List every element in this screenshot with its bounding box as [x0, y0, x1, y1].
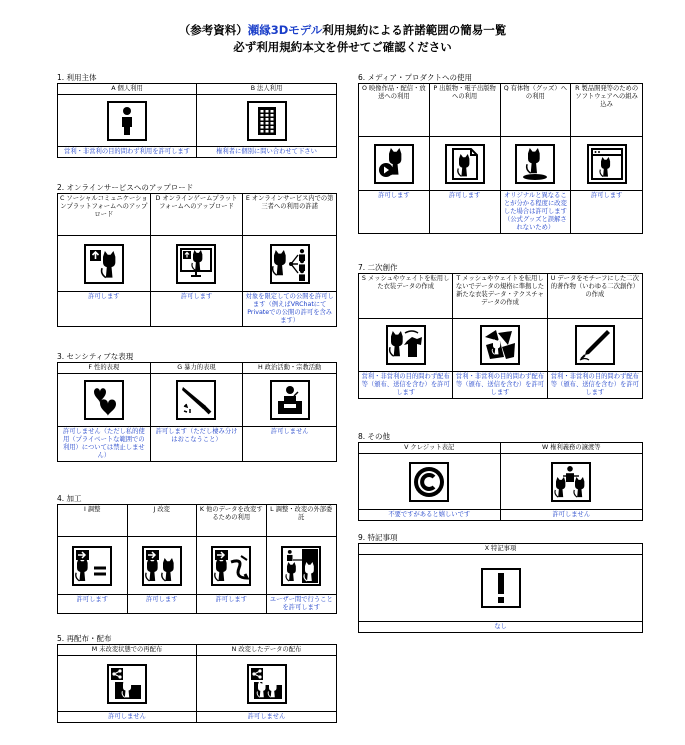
section-s7: [358, 262, 643, 399]
permission-status: 営利・非営利の目的問わず利用を許可します: [64, 148, 190, 155]
permission-item-title: U データをモチーフにした二次的著作物（いわゆる二次創作）の作成: [548, 274, 642, 319]
permission-item-title: C ソーシャルコミュニケーションプラットフォームへのアップロード: [58, 194, 150, 236]
permission-table: [57, 362, 337, 462]
permission-item: [501, 443, 643, 520]
permission-item: [267, 505, 337, 613]
section-s3: [57, 351, 337, 462]
monitor-upload-cat-icon: [176, 244, 216, 284]
bend-cat-icon: [211, 546, 251, 586]
share-folder-cats-icon: [247, 664, 287, 704]
permission-item-title: K 他のデータを改変するための利用: [197, 505, 266, 537]
title-model-name: 瀬縁3Dモデル: [247, 23, 323, 37]
permission-status: 営利・非営利の目的問わず配布等（頒布、送信を含む）を許可します: [550, 373, 639, 396]
window-cat-icon: [587, 144, 627, 184]
permission-table: [358, 543, 643, 633]
permission-item: [243, 363, 336, 461]
section-title: 7. 二次創作: [358, 263, 398, 272]
upload-cat-icon: [84, 244, 124, 284]
video-cat-icon: [374, 144, 414, 184]
permission-status: 対象を限定しての公開を許可します（例えばVRChatにてPrivateでの公開の許可を含みます）: [245, 293, 334, 324]
permission-status: 許可しません: [108, 713, 146, 720]
person-icon: [107, 101, 147, 141]
permission-item-title: O 映像作品・配信・放送への利用: [359, 84, 429, 137]
permission-status: なし: [494, 623, 507, 630]
section-s5: [57, 633, 337, 723]
permission-status: 許可します: [76, 596, 108, 603]
permission-item: [197, 84, 336, 157]
permission-item: [58, 194, 151, 326]
permission-status: 許可します: [146, 596, 178, 603]
section-title: 8. その他: [358, 432, 391, 441]
section-s9: [358, 532, 643, 633]
modify-cats-icon: [142, 546, 182, 586]
permission-item: [359, 274, 453, 398]
permission-item: [359, 84, 430, 233]
permission-item: [197, 505, 267, 613]
permission-item-title: Q 有体物（グッズ）への利用: [501, 84, 571, 137]
adjust-cat-icon: [72, 546, 112, 586]
permission-item: [359, 544, 642, 632]
permission-item-title: V クレジット表記: [359, 443, 500, 454]
permission-item-title: N 改変したデータの配布: [197, 645, 336, 656]
permission-table: [358, 273, 643, 399]
permission-status: オリジナルと異なることが分かる程度に改変した場合は許可します（公式グッズと誤解されないため）: [503, 192, 567, 231]
section-s6: [358, 72, 643, 234]
section-title: 9. 特記事項: [358, 533, 398, 542]
permission-status: 不要ですがあると嬉しいです: [388, 511, 471, 518]
mesh-clothes-icon: [386, 325, 426, 365]
permission-item-title: S メッシュやウェイトを転用した衣装データの作成: [359, 274, 452, 319]
permission-status: 許可します: [378, 192, 410, 199]
permission-status: 許可しません（ただし私的使用（プライベートな範囲での利用）については禁止しません）: [62, 428, 145, 459]
permission-item: [501, 84, 572, 233]
permission-status: 許可します: [180, 293, 213, 300]
permission-item: [430, 84, 501, 233]
permission-status: 権利者に個別に問い合わせて下さい: [216, 148, 317, 155]
permission-item-title: P 出版物・電子出版物への利用: [430, 84, 500, 137]
exclamation-icon: [481, 568, 521, 608]
permission-item: [151, 363, 244, 461]
section-title: 3. センシティブな表現: [57, 352, 134, 361]
document-cat-icon: [445, 144, 485, 184]
hearts-icon: [84, 380, 124, 420]
section-s1: [57, 72, 337, 158]
copyright-icon: [409, 462, 449, 502]
section-s2: [57, 182, 337, 327]
share-folder-cat-icon: [107, 664, 147, 704]
permission-table: [57, 504, 337, 614]
permission-item: [58, 84, 197, 157]
knife-icon: [176, 380, 216, 420]
section-title: 1. 利用主体: [57, 73, 97, 82]
permission-item-title: W 権利義務の譲渡等: [501, 443, 643, 454]
permission-item-title: E オンラインサービス内での第三者への利用の許諾: [243, 194, 336, 236]
building-icon: [247, 101, 287, 141]
permission-item-title: D オンラインゲームプラットフォームへのアップロード: [151, 194, 243, 236]
permission-item-title: M 未改変状態での再配布: [58, 645, 196, 656]
permission-status: 許可します（ただし棲み分けはおこなうこと）: [155, 428, 238, 443]
page-title: [0, 22, 685, 38]
permission-item-title: R 製品開発等のためのソフトウェアへの組み込み: [571, 84, 642, 137]
section-title: 2. オンラインサービスへのアップロード: [57, 183, 194, 192]
permission-item: [243, 194, 336, 326]
permission-status: 営利・非営利の目的問わず配布等（頒布、送信を含む）を許可します: [361, 373, 450, 396]
permission-table: [57, 644, 337, 723]
permission-item: [58, 505, 128, 613]
permission-table: [57, 83, 337, 158]
permission-item-title: L 調整・改変の外部委託: [267, 505, 337, 537]
permission-item-title: B 法人利用: [197, 84, 336, 95]
permission-item-title: X 特記事項: [359, 544, 642, 555]
section-title: 5. 再配布・配布: [57, 634, 112, 643]
permission-item: [197, 645, 336, 722]
permission-item: [359, 443, 501, 520]
permission-item-title: G 暴力的表現: [151, 363, 243, 374]
permission-status: 許可します: [448, 192, 481, 199]
permission-item-title: J 改変: [128, 505, 197, 537]
permission-item-title: T メッシュやウェイトを転用しないでデータの規格に準拠した新たな衣装データ・テクスチャデータの作成: [453, 274, 546, 319]
commission-icon: [281, 546, 321, 586]
permission-status: 許可します: [88, 293, 120, 300]
permission-status: 許可しません: [270, 428, 309, 435]
permission-status: 許可しません: [552, 511, 591, 518]
section-s4: [57, 493, 337, 614]
title-prefix: （参考資料）: [178, 23, 248, 37]
permission-status: 営利・非営利の目的問わず配布等（頒布、送信を含む）を許可します: [455, 373, 545, 396]
permission-item: [151, 194, 244, 326]
permission-item-title: I 調整: [58, 505, 127, 537]
new-clothes-icon: [480, 325, 520, 365]
title-suffix: 利用規約による許諾範囲の簡易一覧: [322, 23, 507, 37]
share-people-icon: [270, 244, 310, 284]
permission-table: [358, 83, 643, 234]
permission-status: 許可します: [215, 596, 247, 603]
permission-item-title: F 性的表現: [58, 363, 150, 374]
page-subtitle: 必ず利用規約本文を併せてご確認ください: [233, 40, 452, 54]
permission-item: [453, 274, 547, 398]
permission-item-title: H 政治活動・宗教活動: [243, 363, 336, 374]
section-s8: [358, 431, 643, 521]
pen-icon: [575, 325, 615, 365]
figure-cat-icon: [515, 144, 555, 184]
permission-status: 許可します: [590, 192, 623, 199]
permission-status: 許可しません: [247, 713, 286, 720]
permission-table: [57, 193, 337, 327]
permission-item: [58, 363, 151, 461]
permission-item: [128, 505, 198, 613]
transfer-people-icon: [551, 462, 591, 502]
permission-item-title: A 個人利用: [58, 84, 196, 95]
section-title: 6. メディア・プロダクトへの使用: [358, 73, 472, 82]
permission-table: [358, 442, 643, 521]
permission-item: [571, 84, 642, 233]
permission-item: [548, 274, 642, 398]
section-title: 4. 加工: [57, 494, 82, 503]
speaker-podium-icon: [270, 380, 310, 420]
permission-item: [58, 645, 197, 722]
permission-status: ユーザー間で行うことを許可します: [269, 596, 333, 611]
